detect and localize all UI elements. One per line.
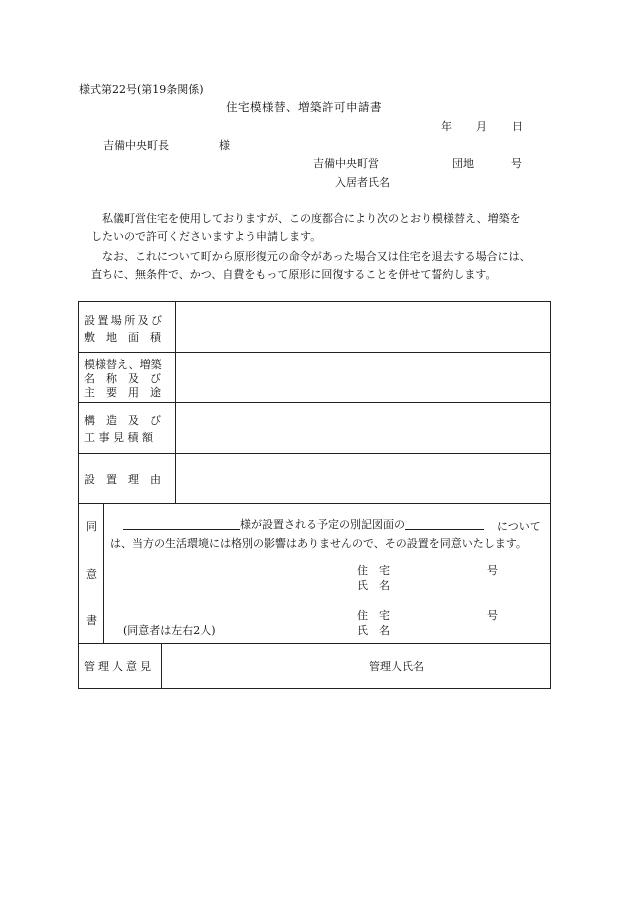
body-p2-line1: なお、これについて町から原形復元の命令があった場合又は住宅を退去する場合には、	[102, 250, 531, 263]
row2-label-line2: 名 称 及 び	[84, 372, 161, 385]
addressee-name: 吉備中央町長	[103, 139, 169, 152]
date-month: 月	[476, 120, 487, 133]
form-number: 様式第22号(第19条関係)	[79, 83, 204, 96]
manager-name-label: 管理人氏名	[369, 660, 424, 673]
applicant-name-label: 入居者氏名	[335, 176, 390, 189]
consent-text-part1: 様が設置される予定の別記図面の	[240, 518, 405, 531]
row-divider	[78, 402, 551, 403]
consent-column-divider	[103, 503, 104, 643]
row-divider	[78, 453, 551, 454]
row3-label-line2: 工 事 見 積 額	[84, 431, 153, 444]
row-divider	[78, 643, 551, 644]
consent-char-1: 同	[86, 520, 97, 533]
installation-reason-field[interactable]	[177, 455, 549, 502]
structure-estimate-field[interactable]	[177, 404, 549, 452]
consent-note: (同意者は左右2人)	[123, 624, 216, 637]
consent2-number-label: 号	[487, 609, 498, 622]
consent1-residence-label: 住 宅	[357, 564, 390, 577]
label-column-divider	[175, 301, 176, 503]
body-p1-line2: したいので許可くださいますよう申請します。	[91, 230, 322, 243]
consent2-residence-label: 住 宅	[357, 609, 390, 622]
manager-opinion-label: 管理人意見	[84, 660, 154, 673]
row3-label-line1: 構 造 及 び	[84, 414, 161, 427]
renovation-name-field[interactable]	[177, 354, 549, 401]
addressee-honorific: 様	[219, 139, 230, 152]
row1-label-line1: 設置場所及び	[84, 314, 165, 327]
consent2-name-label: 氏 名	[357, 624, 390, 637]
consent-text-part2: については、当方の生活環境には格別の影響はありませんので、その設置を同意いたします。	[110, 520, 541, 550]
row2-label-line3: 主 要 用 途	[84, 386, 161, 399]
row1-label-line2: 敷 地 面 積	[84, 331, 161, 344]
manager-column-divider	[161, 643, 162, 689]
consent1-name-label: 氏 名	[357, 579, 390, 592]
date-year: 年	[441, 120, 452, 133]
body-p2-line2: 直ちに、無条件で、かつ、自費をもって原形に回復することを併せて誓約します。	[91, 268, 497, 281]
row2-label-line1: 模様替え、増築	[84, 358, 162, 371]
date-day: 日	[512, 120, 523, 133]
applicant-number: 号	[511, 157, 522, 170]
row-divider	[78, 503, 551, 504]
applicant-danchi: 団地	[452, 157, 474, 170]
applicant-housing: 吉備中央町営	[313, 157, 379, 170]
consent-char-2: 意	[86, 568, 97, 581]
row-divider	[78, 352, 551, 353]
page-title: 住宅模様替、増築許可申請書	[226, 100, 382, 114]
consent-char-3: 書	[86, 614, 97, 627]
row4-label: 設 置 理 由	[84, 473, 161, 486]
consent1-number-label: 号	[487, 564, 498, 577]
installation-location-field[interactable]	[177, 303, 549, 351]
body-p1-line1: 私儀町営住宅を使用しておりますが、この度都合により次のとおり模様替え、増築を	[102, 212, 521, 225]
